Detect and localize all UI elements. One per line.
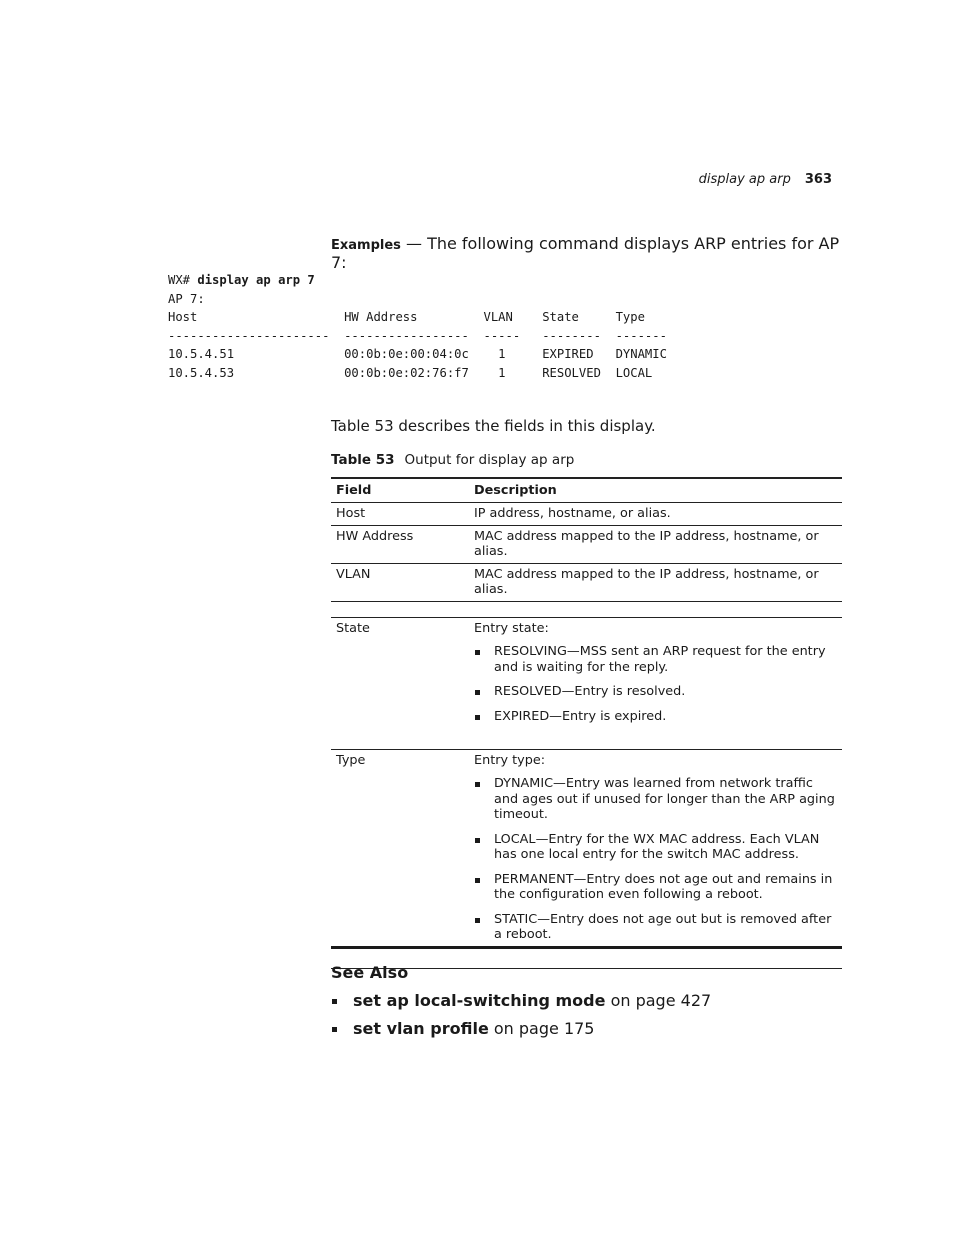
table-row-type	[331, 750, 842, 969]
state-description: Entry state:	[474, 621, 549, 636]
list-item: PERMANENT—Entry does not age out and remains in the configuration even following a reboot.	[474, 872, 837, 903]
field-cell: HW Address	[331, 526, 469, 564]
table-caption-text: Output for display ap arp	[404, 452, 575, 468]
type-description: Entry type:	[474, 753, 546, 768]
state-bullet-list	[474, 644, 837, 724]
list-item: RESOLVING—MSS sent an ARP request for the entry and is waiting for the reply.	[474, 644, 837, 675]
table-header-row	[331, 478, 842, 503]
see-also-link[interactable]: set ap local-switching mode	[353, 991, 606, 1010]
cli-command: display ap arp 7	[197, 273, 315, 287]
table-caption-number: Table 53	[331, 452, 395, 468]
examples-label: Examples	[331, 238, 401, 253]
page-number: 363	[804, 172, 832, 187]
list-item: DYNAMIC—Entry was learned from network traffic and ages out if unused for longer than the ARP aging timeout.	[474, 776, 837, 823]
cli-prompt: WX#	[168, 273, 198, 287]
see-also-list	[331, 991, 851, 1047]
examples-text: — The following command displays ARP entries for AP 7:	[331, 234, 840, 272]
see-also-heading: See Also	[331, 963, 409, 982]
table-intro: Table 53 describes the fields in this display.	[331, 417, 656, 435]
empty-cell	[331, 602, 469, 618]
field-cell: State	[331, 618, 469, 750]
table-row	[331, 526, 842, 564]
running-header-section: display ap arp	[698, 172, 791, 187]
field-cell: Type	[331, 750, 469, 969]
section-divider	[331, 946, 842, 949]
list-item: RESOLVED—Entry is resolved.	[474, 684, 837, 700]
see-also-item	[331, 991, 851, 1019]
running-header	[640, 172, 832, 187]
table-row	[331, 564, 842, 602]
field-cell: Host	[331, 503, 469, 526]
table-row	[331, 503, 842, 526]
column-header-field: Field	[331, 478, 469, 503]
see-also-link[interactable]: set vlan profile	[353, 1019, 489, 1038]
list-item: STATIC—Entry does not age out but is removed after a reboot.	[474, 912, 837, 943]
field-cell: VLAN	[331, 564, 469, 602]
empty-cell	[469, 602, 842, 618]
examples-paragraph	[331, 234, 851, 272]
list-item: LOCAL—Entry for the WX MAC address. Each VLAN has one local entry for the switch MAC address.	[474, 832, 837, 863]
cli-output: AP 7: Host HW Address VLAN State Type ---------------------- ----------------- ----- -------- ------- 10.5.4.51 00:0b:0e:00:04:0c 1 EXPIRED DYNAMIC 10.5.4.53 00:0b:0e:02:76:f7 1 RESOLVED LOCAL	[168, 291, 667, 380]
fields-table	[331, 477, 842, 969]
see-also-item	[331, 1019, 851, 1047]
table-empty-row	[331, 602, 842, 618]
see-also-page-ref: on page 427	[605, 991, 712, 1010]
cli-example	[168, 271, 667, 382]
column-header-description: Description	[469, 478, 842, 503]
table-caption	[331, 452, 851, 468]
description-cell: IP address, hostname, or alias.	[469, 503, 842, 526]
description-cell	[469, 618, 842, 750]
type-bullet-list	[474, 776, 837, 943]
see-also-page-ref: on page 175	[488, 1019, 595, 1038]
description-cell: MAC address mapped to the IP address, hostname, or alias.	[469, 526, 842, 564]
description-cell	[469, 750, 842, 969]
description-cell: MAC address mapped to the IP address, hostname, or alias.	[469, 564, 842, 602]
table-row-state	[331, 618, 842, 750]
list-item: EXPIRED—Entry is expired.	[474, 709, 837, 725]
